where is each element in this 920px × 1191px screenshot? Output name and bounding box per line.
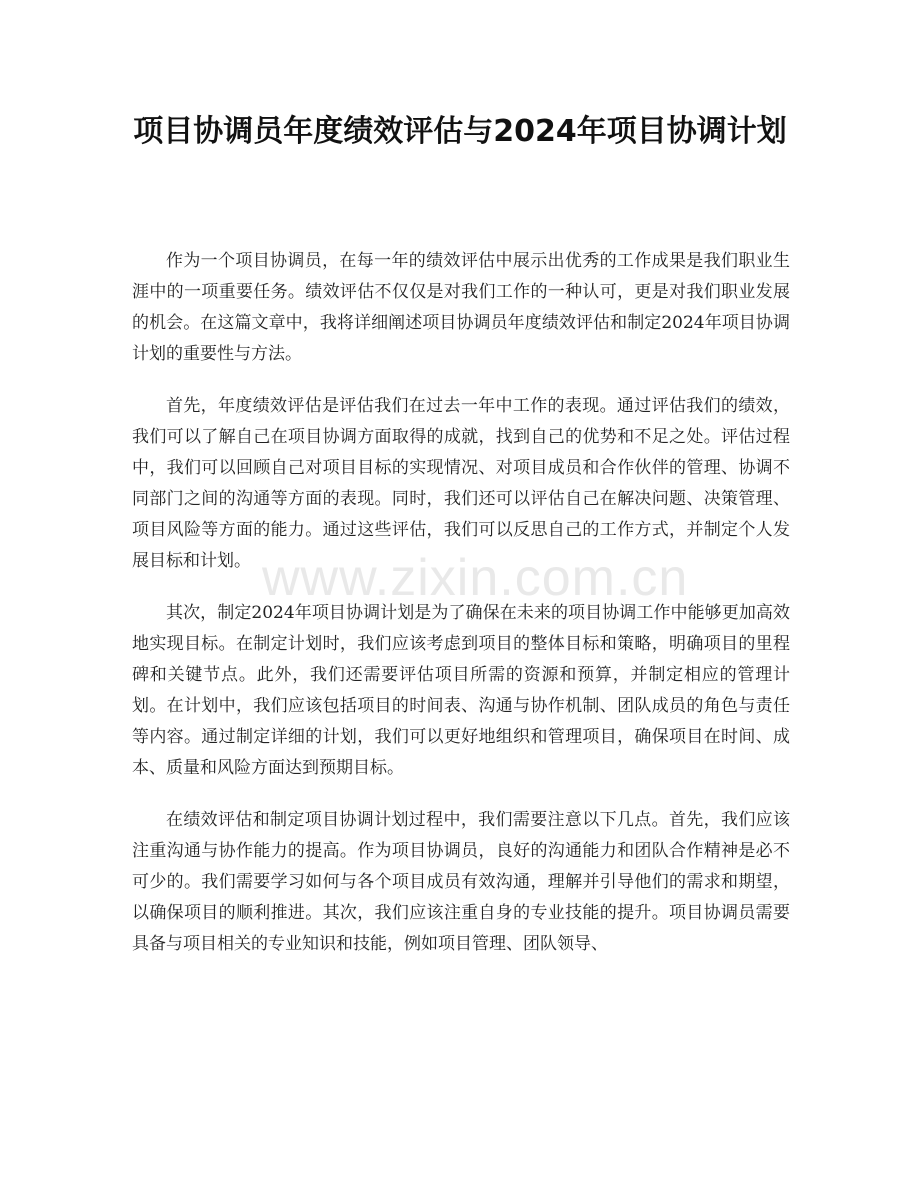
- watermark: www.zixin.com.cn: [262, 549, 689, 607]
- paragraph-1: 作为一个项目协调员，在每一年的绩效评估中展示出优秀的工作成果是我们职业生涯中的一项重要任务。绩效评估不仅仅是对我们工作的一种认可，更是对我们职业发展的机会。在这篇文章中，我将详细阐述项目协调员年度绩效评估和制定2024年项目协调计划的重要性与方法。: [132, 251, 790, 364]
- document-body: [132, 246, 790, 981]
- paragraph-2: 首先，年度绩效评估是评估我们在过去一年中工作的表现。通过评估我们的绩效，我们可以了解自己在项目协调方面取得的成就，找到自己的优势和不足之处。评估过程中，我们可以回顾自己对项目目标的实现情况、对项目成员和合作伙伴的管理、协调不同部门之间的沟通等方面的表现。同时，我们还可以评估自己在解决问题、决策管理、项目风险等方面的能力。通过这些评估，我们可以反思自己的工作方式，并制定个人发展目标和计划。: [132, 396, 790, 571]
- paragraph-4: 在绩效评估和制定项目协调计划过程中，我们需要注意以下几点。首先，我们应该注重沟通与协作能力的提高。作为项目协调员，良好的沟通能力和团队合作精神是必不可少的。我们需要学习如何与各个项目成员有效沟通，理解并引导他们的需求和期望，以确保项目的顺利推进。其次，我们应该注重自身的专业技能的提升。项目协调员需要具备与项目相关的专业知识和技能，例如项目管理、团队领导、: [132, 810, 790, 954]
- document-title: 项目协调员年度绩效评估与2024年项目协调计划: [133, 114, 787, 149]
- paragraph-3: 其次，制定2024年项目协调计划是为了确保在未来的项目协调工作中能够更加高效地实现目标。在制定计划时，我们应该考虑到项目的整体目标和策略，明确项目的里程碑和关键节点。此外，我们还需要评估项目所需的资源和预算，并制定相应的管理计划。在计划中，我们应该包括项目的时间表、沟通与协作机制、团队成员的角色与责任等内容。通过制定详细的计划，我们可以更好地组织和管理项目，确保项目在时间、成本、质量和风险方面达到预期目标。: [132, 603, 790, 778]
